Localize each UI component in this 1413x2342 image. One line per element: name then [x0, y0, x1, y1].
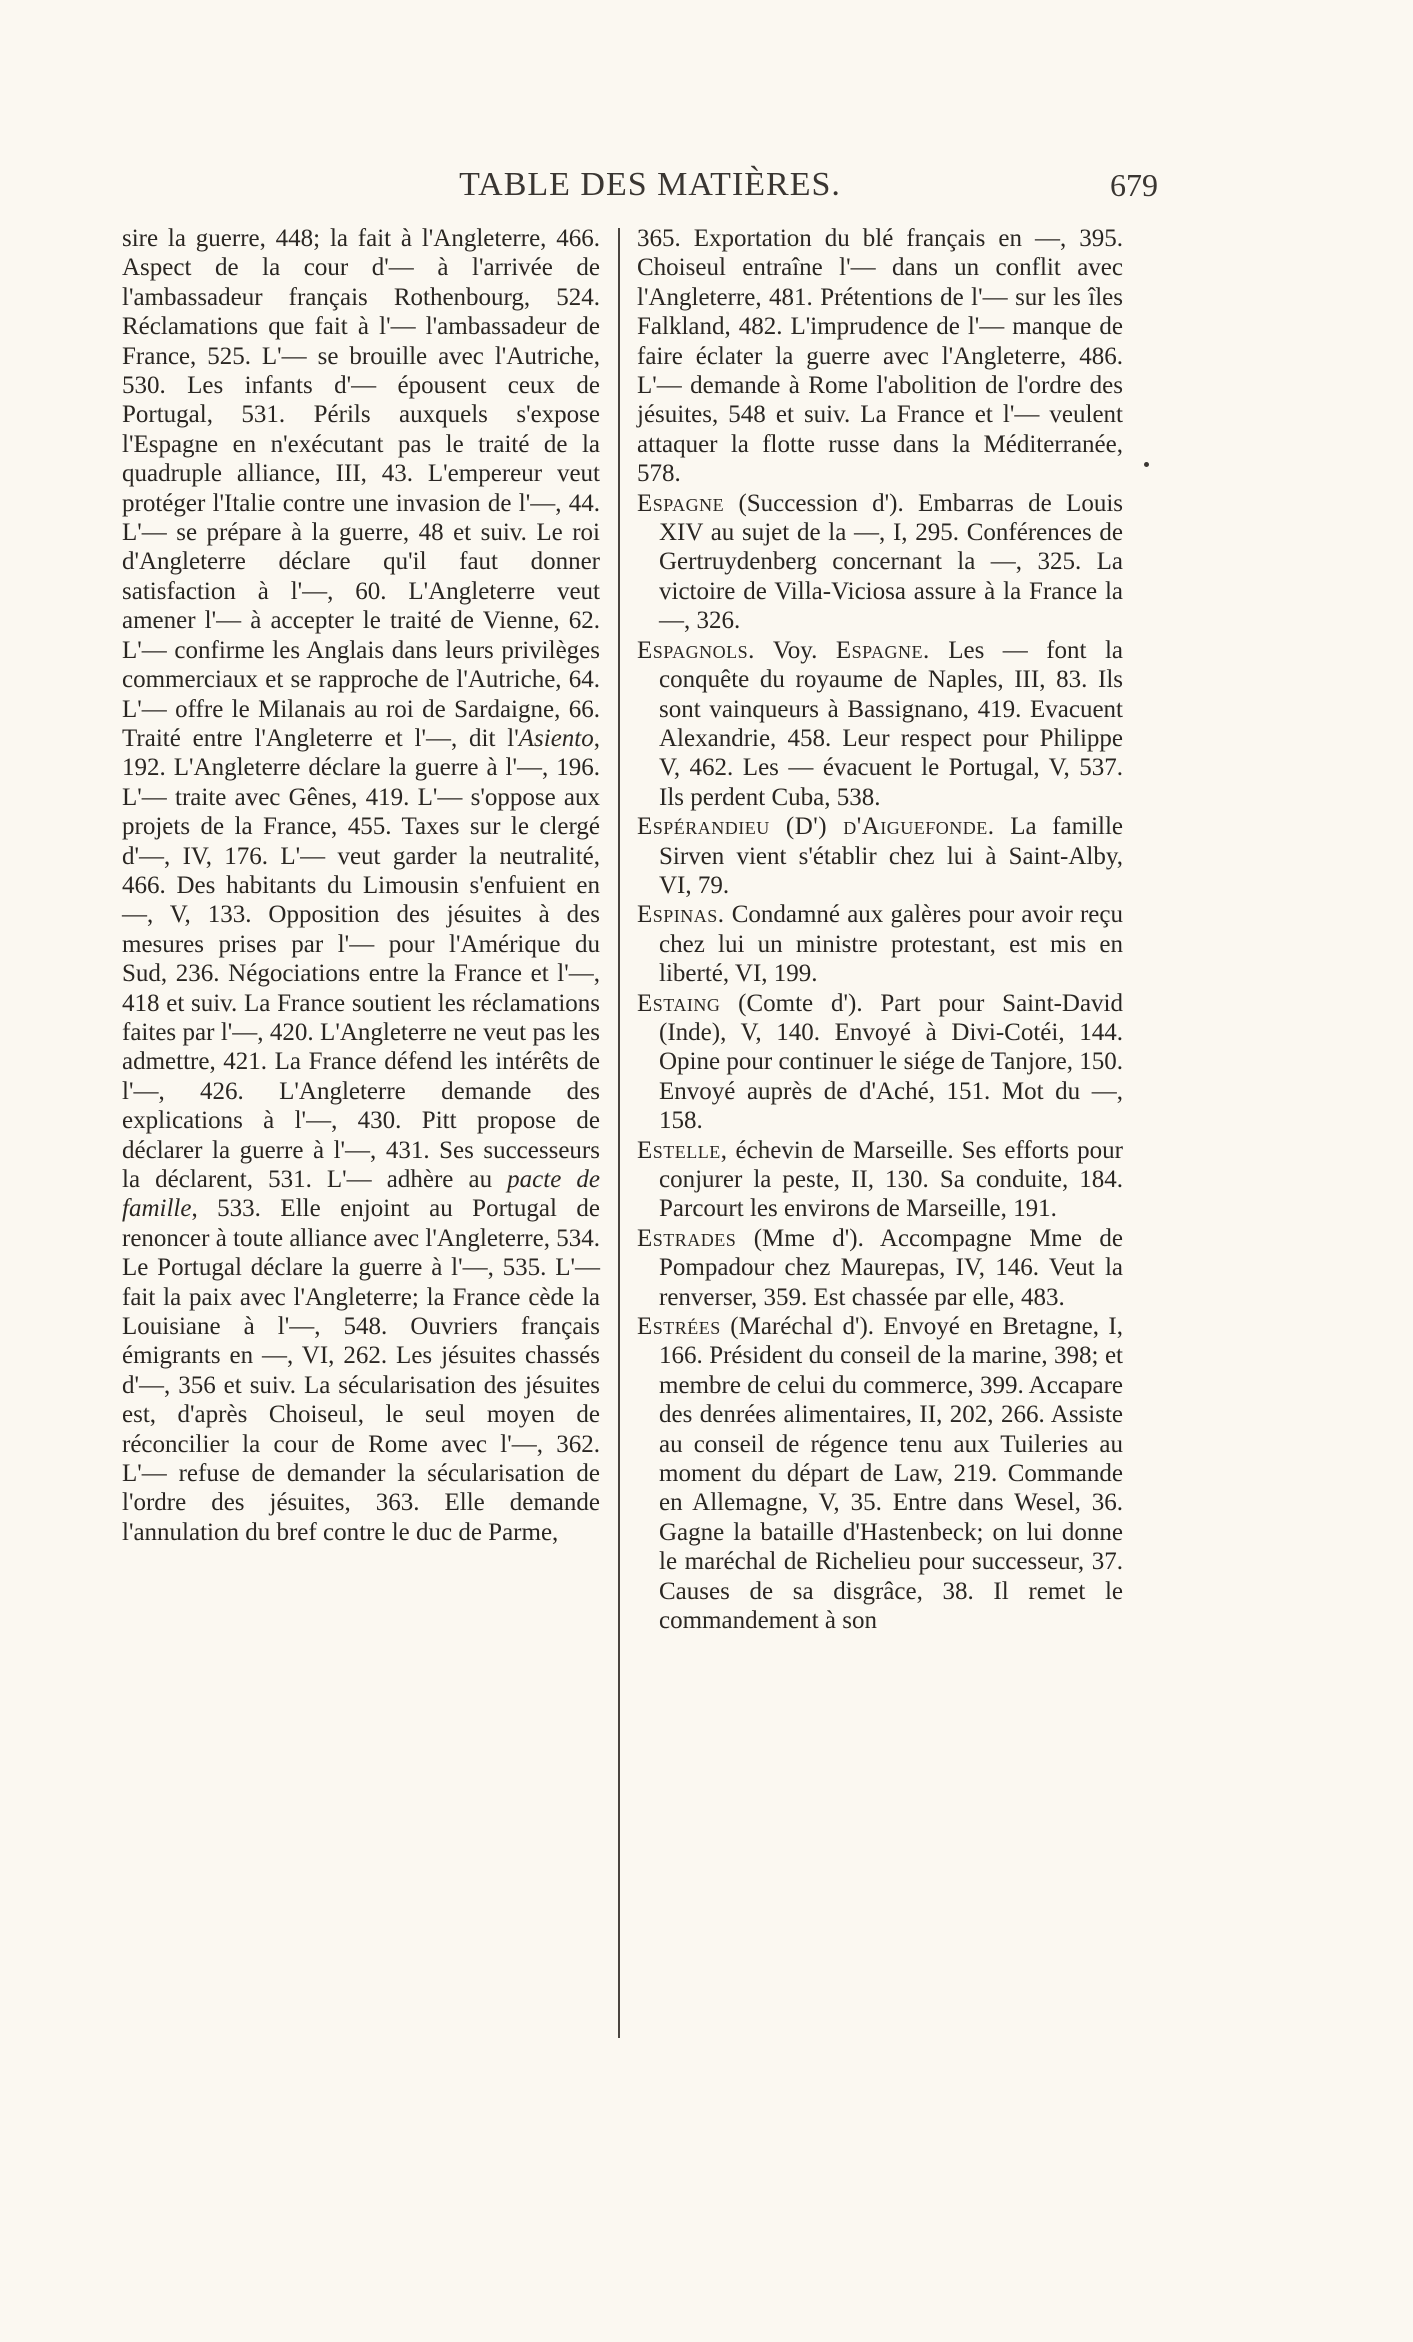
entry-text: (Mme d'). Accompagne Mme de Pompadour chez Maurepas, IV, 146. Veut la renverser, 359. Est chassée par elle, 483.	[659, 1224, 1123, 1311]
entry-text: La famille Sirven vient s'établir chez lui à Saint-Alby, VI, 79.	[659, 813, 1123, 899]
index-entry	[637, 636, 1123, 812]
body-text: , 533. Elle enjoint au Portugal de renoncer à toute alliance avec l'Angleterre, 534. Le Portugal déclare la guerre à l'—, 535. L'— fait la paix avec l'Angleterre; la France cède la Louisiane à l'—, 548. Ouvriers français émigrants en —, VI, 262. Les jésuites chassés d'—, 356 et suiv. La sécularisation des jésuites est, d'après Choiseul, le seul moyen de réconcilier la cour de Rome avec l'—, 362. L'— refuse de demander la sécularisation de l'ordre des jésuites, 363. Elle demande l'annulation du bref contre le duc de Parme,	[122, 1195, 600, 1546]
entry-headword: Estaing	[637, 989, 721, 1017]
entry-text: échevin de Marseille. Ses efforts pour conjurer la peste, II, 130. Sa conduite, 184. Parcourt les environs de Marseille, 191.	[659, 1136, 1123, 1223]
index-entry	[637, 1136, 1123, 1224]
entry-text: Les — font la conquête du royaume de Naples, III, 83. Ils sont vainqueurs à Bassignano, 419. Evacuent Alexandrie, 458. Leur respect pour Philippe V, 462. Les — évacuent le Portugal, V, 537. Ils perdent Cuba, 538.	[659, 636, 1123, 811]
entry-headword: Estrades	[637, 1224, 737, 1252]
index-entry	[637, 1312, 1123, 1635]
entry-text: (Maréchal d'). Envoyé en Bretagne, I, 166. Président du conseil de la marine, 398; et membre de celui du commerce, 399. Accapare des denrées alimentaires, II, 202, 266. Assiste au conseil de régence tenu aux Tuileries au moment du départ de Law, 219. Commande en Allemagne, V, 35. Entre dans Wesel, 36. Gagne la bataille d'Hastenbeck; on lui donne le maréchal de Richelieu pour successeur, 37. Causes de sa disgrâce, 38. Il remet le commandement à son	[659, 1313, 1123, 1635]
index-entry	[637, 900, 1123, 988]
entry-text: Condamné aux galères pour avoir reçu chez lui un ministre protestant, est mis en liberté, VI, 199.	[659, 901, 1123, 988]
espagne-entry-end: 365. Exportation du blé français en —, 395. Choiseul entraîne l'— dans un conflit avec l'Angleterre, 481. Prétentions de l'— sur les îles Falkland, 482. L'imprudence de l'— manque de faire éclater la guerre avec l'Angleterre, 486. L'— demande à Rome l'abolition de l'ordre des jésuites, 548 et suiv. La France et l'— veulent attaquer la flotte russe dans la Méditerranée, 578.	[637, 225, 1123, 488]
entry-text: (Succession d'). Embarras de Louis XIV au sujet de la —, I, 295. Conférences de Gertruydenberg concernant la —, 325. La victoire de Villa-Viciosa assure à la France la —, 326.	[659, 489, 1123, 635]
entry-headword: Espagnols.	[637, 636, 755, 664]
entry-text: (Comte d'). Part pour Saint-David (Inde), V, 140. Envoyé à Divi-Cotéi, 144. Opine pour continuer le siége de Tanjore, 150. Envoyé auprès de d'Aché, 151. Mot du —, 158.	[659, 989, 1123, 1135]
entry-headword: Espérandieu (D') d'Aiguefonde.	[637, 813, 995, 841]
italic-term: pacte de famille	[122, 1166, 600, 1223]
column-divider	[618, 228, 620, 2038]
cross-reference: Espagne.	[835, 636, 930, 664]
index-entry	[637, 1224, 1123, 1312]
body-text: , 192. L'Angleterre déclare la guerre à l'—, 196. L'— traite avec Gênes, 419. L'— s'oppose aux projets de la France, 455. Taxes sur le clergé d'—, IV, 176. L'— veut garder la neutralité, 466. Des habitants du Limousin s'enfuient en —, V, 133. Opposition des jésuites à des mesures prises par l'— pour l'Amérique du Sud, 236. Négociations entre la France et l'—, 418 et suiv. La France soutient les réclamations faites par l'—, 420. L'Angleterre ne veut pas les admettre, 421. La France défend les intérêts de l'—, 426. L'Angleterre demande des explications à l'—, 430. Pitt propose de déclarer la guerre à l'—, 431. Ses successeurs la déclarent, 531. L'— adhère au	[122, 724, 600, 1193]
index-entry	[637, 812, 1123, 900]
espagne-entry-continuation	[122, 224, 600, 1547]
entry-headword: Estrées	[637, 1313, 721, 1341]
page-header	[0, 160, 1413, 210]
running-title: TABLE DES MATIÈRES.	[459, 166, 841, 203]
page-number: 679	[1110, 167, 1158, 203]
entry-headword: Espagne	[637, 489, 725, 517]
right-column	[637, 224, 1123, 1636]
entry-headword: Estelle,	[637, 1136, 728, 1164]
print-speck	[1144, 462, 1149, 467]
entry-headword: Espinas.	[637, 901, 725, 929]
entry-text: Voy.	[754, 636, 836, 664]
index-entry	[637, 989, 1123, 1136]
left-column	[122, 224, 600, 1547]
body-text: sire la guerre, 448; la fait à l'Angleterre, 466. Aspect de la cour d'— à l'arrivée de l'ambassadeur français Rothenbourg, 524. Réclamations que fait à l'— l'ambassadeur de France, 525. L'— se brouille avec l'Autriche, 530. Les infants d'— épousent ceux de Portugal, 531. Périls auxquels s'expose l'Espagne en n'exécutant pas le traité de la quadruple alliance, III, 43. L'empereur veut protéger l'Italie contre une invasion de l'—, 44. L'— se prépare à la guerre, 48 et suiv. Le roi d'Angleterre déclare qu'il faut donner satisfaction à l'—, 60. L'Angleterre veut amener l'— à accepter le traité de Vienne, 62. L'— confirme les Anglais dans leurs privilèges commerciaux et se rapproche de l'Autriche, 64. L'— offre le Milanais au roi de Sardaigne, 66. Traité entre l'Angleterre et l'—, dit l'	[122, 225, 600, 752]
index-entry	[637, 489, 1123, 636]
italic-term: Asiento	[518, 724, 594, 752]
